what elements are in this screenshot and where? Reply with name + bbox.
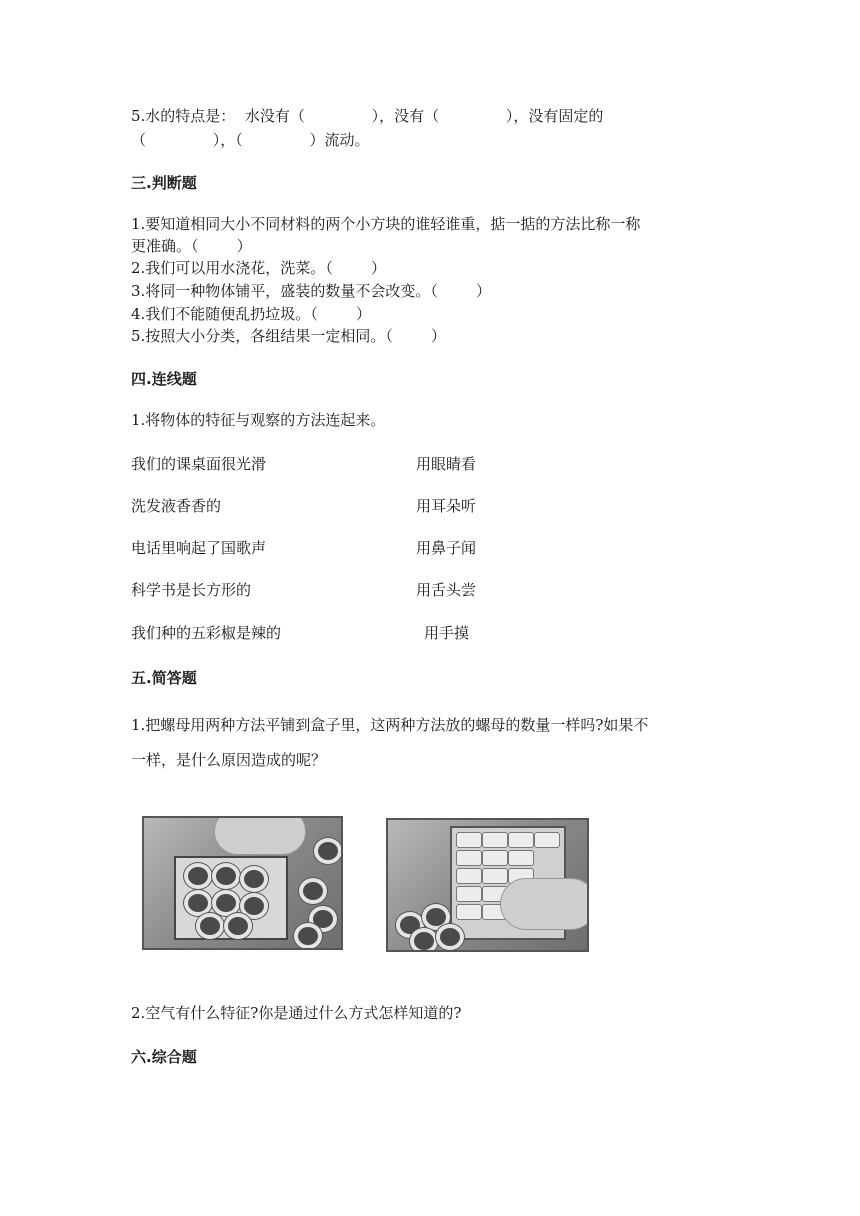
- short-q1-line2: 一样，是什么原因造成的呢？: [131, 751, 327, 769]
- nut-upright-shape: [456, 832, 482, 848]
- nut-upright-shape: [456, 850, 482, 866]
- nut-upright-shape: [456, 904, 482, 920]
- fill-blank-q5-line2: （ ），（ ）流动。: [131, 131, 370, 149]
- nut-shape: [212, 863, 240, 889]
- match-left-item: 我们种的五彩椒是辣的: [131, 624, 282, 642]
- photo-nuts-upright: [386, 818, 589, 952]
- hand-shape: [500, 878, 589, 930]
- short-q2: 2.空气有什么特征?你是通过什么方式怎样知道的?: [131, 1004, 462, 1022]
- match-right-item: 用舌头尝: [416, 581, 477, 599]
- match-left-item: 我们的课桌面很光滑: [131, 455, 267, 473]
- nut-shape: [196, 913, 224, 939]
- nut-shape: [436, 924, 464, 950]
- section-heading-short: 五.简答题: [131, 669, 197, 687]
- judge-item: 5.按照大小分类，各组结果一定相同。（ ）: [131, 327, 446, 345]
- photo-nuts-loose: [142, 816, 343, 950]
- nut-upright-shape: [508, 850, 534, 866]
- section-heading-judge: 三.判断题: [131, 174, 197, 192]
- section-heading-comprehensive: 六.综合题: [131, 1048, 197, 1066]
- judge-item: 更准确。（ ）: [131, 237, 252, 255]
- nut-shape: [294, 923, 322, 949]
- judge-item: 3.将同一种物体铺平，盛装的数量不会改变。（ ）: [131, 282, 491, 300]
- fill-blank-q5-line1: 5.水的特点是： 水没有（ ），没有（ ），没有固定的: [131, 107, 604, 125]
- nut-shape: [410, 928, 438, 952]
- nut-upright-shape: [456, 868, 482, 884]
- judge-item: 1.要知道相同大小不同材料的两个小方块的谁轻谁重，掂一掂的方法比称一称: [131, 215, 641, 233]
- nut-shape: [299, 878, 327, 904]
- nut-upright-shape: [482, 850, 508, 866]
- nut-shape: [314, 838, 342, 864]
- match-right-item: 用手摸: [424, 624, 470, 642]
- judge-item: 2.我们可以用水浇花，洗菜。（ ）: [131, 259, 386, 277]
- match-right-item: 用眼睛看: [416, 455, 477, 473]
- short-q1-line1: 1.把螺母用两种方法平铺到盒子里，这两种方法放的螺母的数量一样吗?如果不: [131, 716, 649, 734]
- nut-upright-shape: [482, 868, 508, 884]
- match-left-item: 洗发液香香的: [131, 497, 222, 515]
- match-left-item: 科学书是长方形的: [131, 581, 252, 599]
- match-right-item: 用耳朵听: [416, 497, 477, 515]
- match-right-item: 用鼻子闻: [416, 539, 477, 557]
- match-left-item: 电话里响起了国歌声: [131, 539, 267, 557]
- judge-item: 4.我们不能随便乱扔垃圾。（ ）: [131, 305, 371, 323]
- nut-shape: [224, 913, 252, 939]
- nut-shape: [240, 866, 268, 892]
- nut-upright-shape: [534, 832, 560, 848]
- hand-shape: [214, 816, 306, 855]
- nut-shape: [184, 863, 212, 889]
- nut-upright-shape: [456, 886, 482, 902]
- nut-upright-shape: [508, 832, 534, 848]
- section-heading-match: 四.连线题: [131, 370, 197, 388]
- match-intro: 1.将物体的特征与观察的方法连起来。: [131, 411, 386, 429]
- nut-upright-shape: [482, 832, 508, 848]
